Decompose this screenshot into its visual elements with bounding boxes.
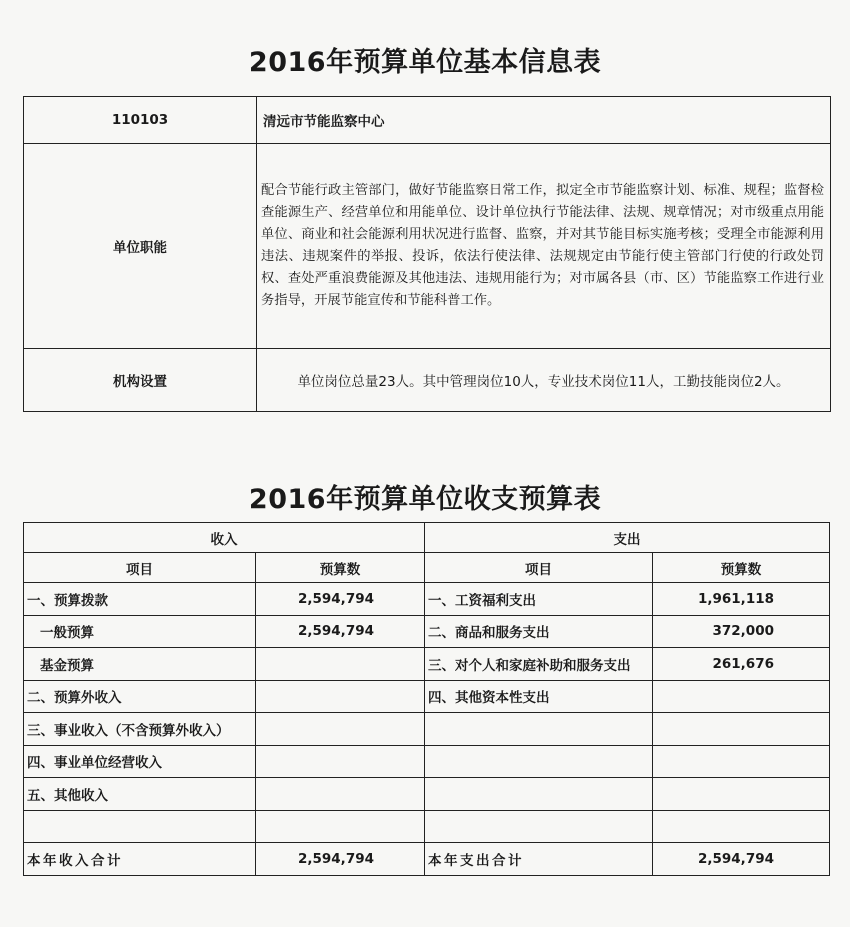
expense-item [425,713,653,746]
expense-item: 四、其他资本性支出 [425,680,653,713]
expense-item [425,810,653,843]
expense-item: 三、对个人和家庭补助和服务支出 [425,648,653,681]
table-row [24,648,830,681]
table-row [24,680,830,713]
expense-amount [653,745,830,778]
expense-amount: 372,000 [653,615,830,648]
expense-col-item: 项目 [425,553,653,583]
income-item: 一、预算拨款 [24,583,256,616]
income-amount [256,713,425,746]
income-header: 收入 [24,523,425,553]
info-row-duty [24,144,831,349]
expense-total: 2,594,794 [653,843,830,876]
basic-info-table [23,96,831,412]
income-col-item: 项目 [24,553,256,583]
info-row-code [24,97,831,144]
income-item: 五、其他收入 [24,778,256,811]
income-amount [256,680,425,713]
expense-amount [653,778,830,811]
income-amount: 2,594,794 [256,615,425,648]
duty-label: 单位职能 [24,144,257,349]
expense-amount: 1,961,118 [653,583,830,616]
table-row [24,615,830,648]
org-name: 清远市节能监察中心 [257,97,831,144]
expense-amount [653,713,830,746]
budget-column-header [24,553,830,583]
budget-table-title: 2016年预算单位收支预算表 [248,484,602,515]
info-row-setup [24,349,831,412]
duty-text: 配合节能行政主管部门，做好节能监察日常工作，拟定全市节能监察计划、标准、规程；监督检查能源生产、经营单位和用能单位、设计单位执行节能法律、法规、规章情况；对市级重点用能单位、商业和社会能源利用状况进行监督、监察，并对其节能目标实施考核；受理全市能源利用违法、违规案件的举报、投诉，依法行使法律、法规规定由节能行使主管部门行使的行政处罚权、查处严重浪费能源及其他违法、违规用能行为；对市属各县（市、区）节能监察工作进行业务指导，开展节能宣传和节能科普工作。 [257,144,831,349]
expense-col-amount: 预算数 [653,553,830,583]
income-item [24,810,256,843]
table-row [24,583,830,616]
income-amount: 2,594,794 [256,583,425,616]
income-item: 二、预算外收入 [24,680,256,713]
info-table-title: 2016年预算单位基本信息表 [248,47,602,78]
budget-table [23,522,830,876]
table-row [24,745,830,778]
expense-amount: 261,676 [653,648,830,681]
table-row [24,778,830,811]
income-amount [256,778,425,811]
income-item: 三、事业收入（不含预算外收入） [24,713,256,746]
unit-code: 110103 [24,97,257,144]
income-col-amount: 预算数 [256,553,425,583]
expense-total-label: 本年支出合计 [425,843,653,876]
budget-section-header [24,523,830,553]
setup-label: 机构设置 [24,349,257,412]
income-amount [256,648,425,681]
expense-item [425,745,653,778]
income-item: 基金预算 [24,648,256,681]
expense-item: 二、商品和服务支出 [425,615,653,648]
income-total: 2,594,794 [256,843,425,876]
setup-text: 单位岗位总量23人。其中管理岗位10人，专业技术岗位11人，工勤技能岗位2人。 [257,349,831,412]
table-row [24,810,830,843]
expense-item [425,778,653,811]
expense-item: 一、工资福利支出 [425,583,653,616]
income-amount [256,745,425,778]
expense-amount [653,810,830,843]
income-item: 一般预算 [24,615,256,648]
income-item: 四、事业单位经营收入 [24,745,256,778]
income-total-label: 本年收入合计 [24,843,256,876]
table-row [24,713,830,746]
totals-row [24,843,830,876]
expense-amount [653,680,830,713]
expense-header: 支出 [425,523,830,553]
income-amount [256,810,425,843]
